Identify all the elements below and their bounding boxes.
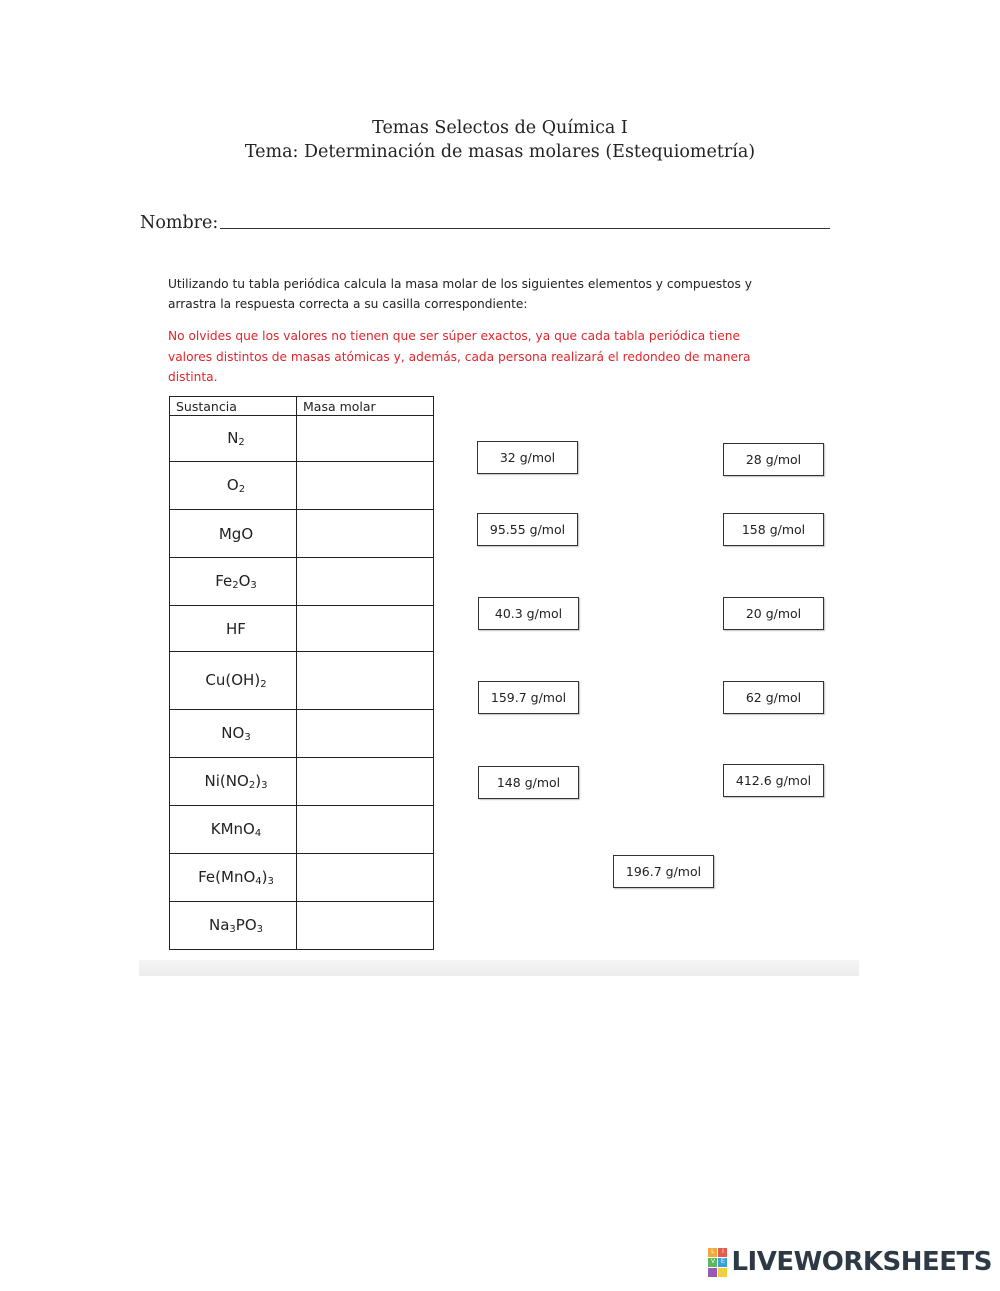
table-row (170, 806, 434, 854)
warning-line-1: No olvides que los valores no tienen que ser súper exactos, ya que cada tabla periódica tiene (168, 329, 741, 343)
molar-mass-drop-zone[interactable] (297, 854, 434, 902)
answer-chip[interactable]: 32 g/mol (477, 441, 578, 474)
formula-text: ) (261, 868, 268, 886)
molar-mass-drop-zone[interactable] (297, 758, 434, 806)
table-row (170, 854, 434, 902)
molar-mass-table (169, 396, 434, 950)
answer-chip[interactable]: 148 g/mol (478, 766, 579, 799)
substance-formula (170, 710, 297, 758)
formula-text: HF (226, 619, 246, 638)
formula-text: Fe (215, 572, 233, 590)
molar-mass-drop-zone[interactable] (297, 902, 434, 950)
worksheet-header (0, 116, 1000, 164)
sheet-bottom-edge (139, 960, 859, 976)
answer-chip[interactable]: 95.55 g/mol (477, 513, 578, 546)
formula-text: Cu(OH) (205, 671, 261, 689)
instructions-line-2: arrastra la respuesta correcta a su casilla correspondiente: (168, 297, 528, 311)
substance-formula (170, 416, 297, 462)
instructions-line-1: Utilizando tu tabla periódica calcula la masa molar de los siguientes elementos y compuestos y (168, 277, 752, 291)
logo-tile (718, 1268, 727, 1277)
table-row (170, 758, 434, 806)
formula-text: O (238, 572, 251, 590)
formula-subscript: 2 (238, 437, 245, 448)
formula-subscript: 2 (248, 780, 256, 791)
brand-name: LIVEWORKSHEETS (731, 1247, 992, 1277)
name-label: Nombre: (140, 213, 219, 233)
logo-tile: V (708, 1258, 717, 1267)
warning-line-3: distinta. (168, 370, 218, 384)
table-row (170, 652, 434, 710)
answer-chip[interactable]: 40.3 g/mol (478, 597, 579, 630)
substance-formula (170, 558, 297, 606)
substance-formula (170, 854, 297, 902)
activity-sheet (139, 262, 859, 974)
answer-chip[interactable]: 20 g/mol (723, 597, 824, 630)
name-underline[interactable] (220, 210, 830, 229)
formula-subscript: 3 (267, 876, 274, 887)
formula-subscript: 3 (250, 580, 257, 591)
formula-subscript: 3 (229, 924, 236, 935)
formula-text: Na (208, 916, 230, 934)
molar-mass-drop-zone[interactable] (297, 806, 434, 854)
warning-line-2: valores distintos de masas atómicas y, además, cada persona realizará el redondeo de manera (168, 349, 751, 364)
molar-mass-drop-zone[interactable] (297, 606, 434, 652)
answer-chip[interactable]: 158 g/mol (723, 513, 824, 546)
logo-tile (708, 1268, 717, 1277)
table-row (170, 710, 434, 758)
table-row (170, 462, 434, 510)
substance-formula (170, 462, 297, 510)
logo-tile: E (718, 1258, 727, 1267)
formula-text: Fe(MnO (198, 868, 256, 886)
molar-mass-drop-zone[interactable] (297, 462, 434, 510)
logo-tile: L (708, 1248, 717, 1257)
answer-chip[interactable]: 412.6 g/mol (723, 764, 824, 797)
molar-mass-drop-zone[interactable] (297, 652, 434, 710)
formula-subscript: 3 (244, 732, 251, 743)
course-title: Temas Selectos de Química I (372, 118, 628, 138)
formula-text: MgO (218, 524, 254, 543)
formula-text: Ni(NO (204, 772, 249, 790)
liveworksheets-mark-icon (708, 1248, 727, 1277)
substance-formula (170, 652, 297, 710)
formula-text: KMnO (210, 820, 255, 838)
table-row (170, 416, 434, 462)
column-header-molar-mass: Masa molar (297, 397, 434, 416)
answer-chip[interactable]: 62 g/mol (723, 681, 824, 714)
warning-text (168, 326, 768, 388)
substance-formula (170, 902, 297, 950)
formula-subscript: 2 (238, 484, 246, 495)
substance-formula (170, 606, 297, 652)
topic-title: Tema: Determinación de masas molares (Estequiometría) (244, 142, 756, 162)
formula-text: PO (235, 916, 257, 934)
answer-chip[interactable]: 196.7 g/mol (613, 855, 714, 888)
table-row (170, 606, 434, 652)
table-row (170, 558, 434, 606)
name-field[interactable] (140, 207, 830, 233)
table-row (170, 510, 434, 558)
formula-text: O (226, 476, 239, 494)
table-row (170, 902, 434, 950)
formula-text: ) (255, 772, 262, 790)
formula-subscript: 3 (256, 924, 264, 935)
molar-mass-drop-zone[interactable] (297, 710, 434, 758)
molar-mass-drop-zone[interactable] (297, 510, 434, 558)
answer-chip[interactable]: 159.7 g/mol (478, 681, 579, 714)
formula-subscript: 2 (232, 580, 239, 591)
answer-chip[interactable]: 28 g/mol (723, 443, 824, 476)
substance-formula (170, 510, 297, 558)
molar-mass-drop-zone[interactable] (297, 558, 434, 606)
instructions-text (168, 274, 768, 314)
formula-text: NO (221, 724, 245, 742)
substance-formula (170, 758, 297, 806)
column-header-substance: Sustancia (170, 397, 297, 416)
formula-text: N (227, 429, 239, 447)
formula-subscript: 4 (254, 828, 262, 839)
liveworksheets-logo (708, 1247, 992, 1277)
molar-mass-drop-zone[interactable] (297, 416, 434, 462)
formula-subscript: 4 (255, 876, 262, 887)
substance-formula (170, 806, 297, 854)
logo-tile: I (718, 1248, 727, 1257)
formula-subscript: 3 (261, 780, 268, 791)
formula-subscript: 2 (260, 679, 267, 690)
